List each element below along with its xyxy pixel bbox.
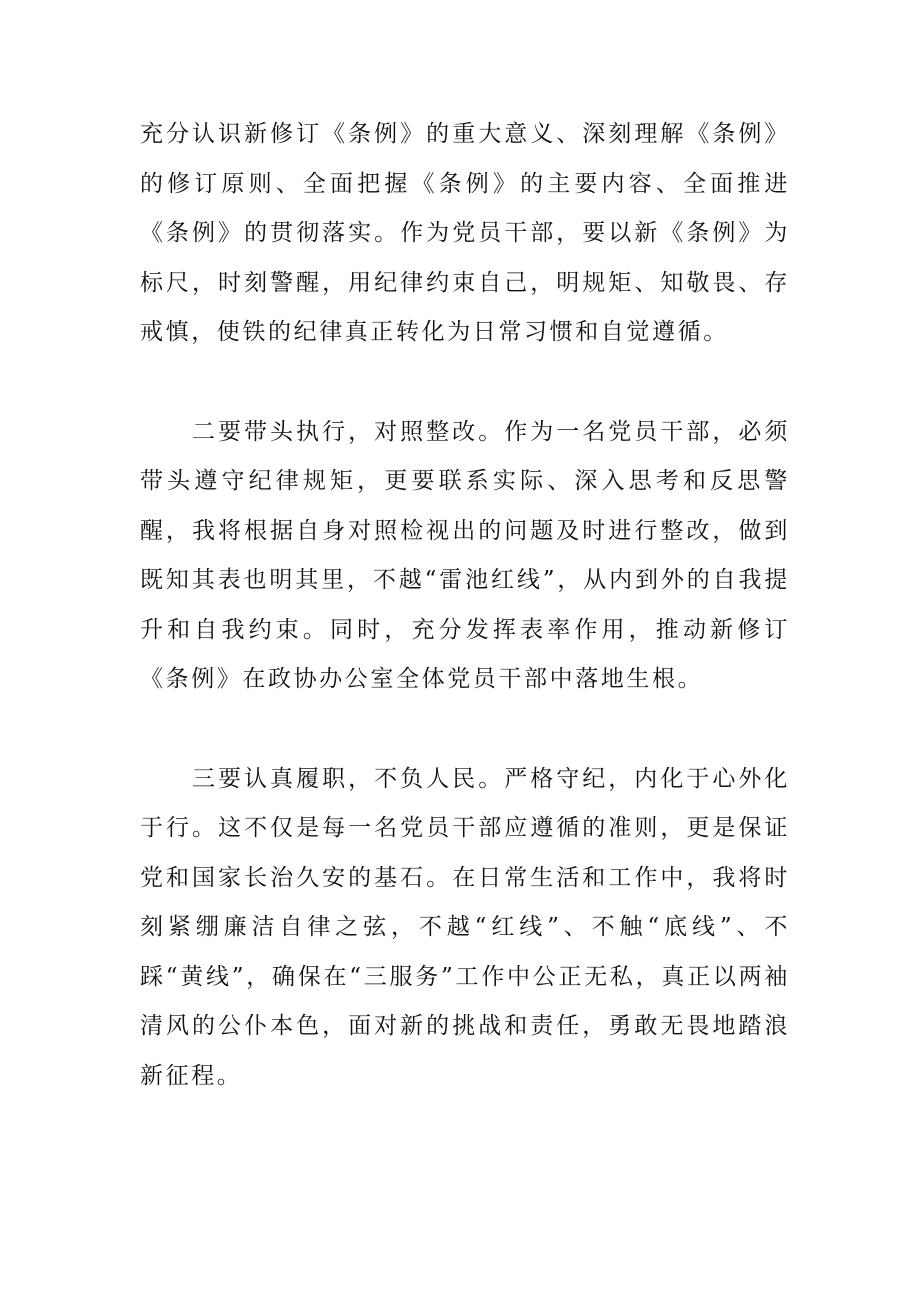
document-body xyxy=(140,110,790,1101)
paragraph-spacer xyxy=(140,705,790,755)
paragraph-2: 二要带头执行，对照整改。作为一名党员干部，必须带头遵守纪律规矩，更要联系实际、深入思考和反思警醒，我将根据自身对照检视出的问题及时进行整改，做到既知其表也明其里，不越“雷池红线”，从内到外的自我提升和自我约束。同时，充分发挥表率作用，推动新修订《条例》在政协办公室全体党员干部中落地生根。 xyxy=(140,418,790,692)
paragraph-3: 三要认真履职，不负人民。严格守纪，内化于心外化于行。这不仅是每一名党员干部应遵循的准则，更是保证党和国家长治久安的基石。在日常生活和工作中，我将时刻紧绷廉洁自律之弦，不越“红线”、不触“底线”、不踩“黄线”，确保在“三服务”工作中公正无私，真正以两袖清风的公仆本色，面对新的挑战和责任，勇敢无畏地踏浪新征程。 xyxy=(140,765,790,1089)
paragraph-spacer xyxy=(140,358,790,408)
paragraph-1: 充分认识新修订《条例》的重大意义、深刻理解《条例》的修订原则、全面把握《条例》的主要内容、全面推进《条例》的贯彻落实。作为党员干部，要以新《条例》为标尺，时刻警醒，用纪律约束自己，明规矩、知敬畏、存戒慎，使铁的纪律真正转化为日常习惯和自觉遵循。 xyxy=(140,121,790,345)
